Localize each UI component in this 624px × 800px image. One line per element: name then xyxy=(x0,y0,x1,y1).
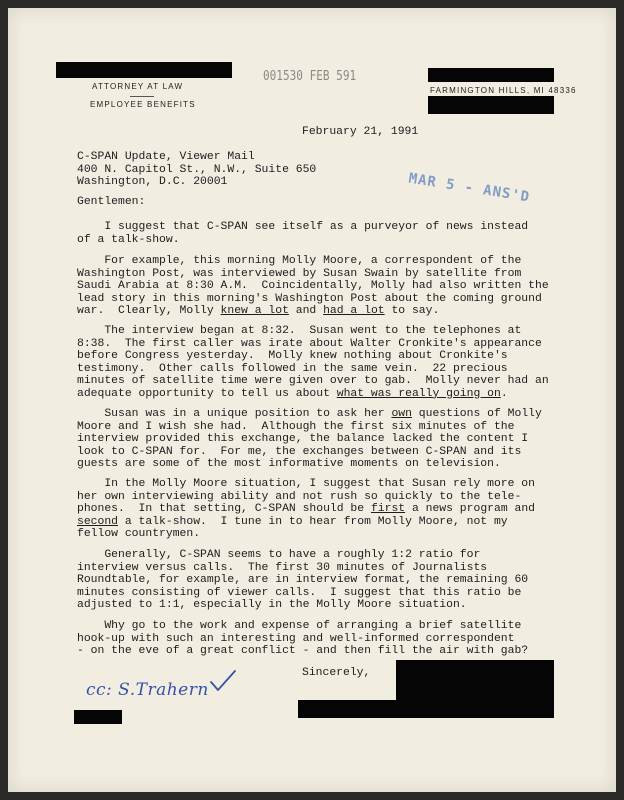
letterhead-divider xyxy=(130,96,154,97)
closing: Sincerely, xyxy=(302,667,371,679)
letterhead-subtitle: EMPLOYEE BENEFITS xyxy=(90,100,196,109)
paragraph-5: In the Molly Moore situation, I suggest that Susan rely more on her own interviewing ability and not rush so quickly to the tele- phones. In that setting, C-SPAN should be first a news program and second a talk-show. I tune in to hear from Molly Moore, not my fellow countrymen. xyxy=(77,478,535,540)
redaction-right-block xyxy=(428,96,554,114)
recipient-address xyxy=(77,151,316,189)
salutation: Gentlemen: xyxy=(77,196,146,208)
redaction-initials xyxy=(74,710,122,724)
redaction-typed-name xyxy=(298,700,554,718)
redaction-name-left xyxy=(56,62,232,78)
handwritten-cc-note: cc: S.Trahern xyxy=(86,680,209,700)
paragraph-7: Why go to the work and expense of arranging a brief satellite hook-up with such an interesting and well-informed correspondent - on the eve of a great conflict - and then fill the air with gab? xyxy=(77,620,529,657)
paragraph-6: Generally, C-SPAN seems to have a roughly 1:2 ratio for interview versus calls. The first 30 minutes of Journalists Roundtable, for example, are in interview format, the remaining 60 minutes consisting of viewer calls. I suggest that this ratio be adjusted to 1:1, especially in the Molly Moore situation. xyxy=(77,549,529,611)
address-line: C-SPAN Update, Viewer Mail xyxy=(77,151,255,163)
paragraph-1: I suggest that C-SPAN see itself as a purveyor of news instead of a talk-show. xyxy=(77,221,529,246)
checkmark-icon xyxy=(208,668,238,694)
received-stamp: 001530 FEB 591 xyxy=(263,69,357,84)
answered-stamp: MAR 5 - ANS'D xyxy=(407,170,532,206)
letterhead-title: ATTORNEY AT LAW xyxy=(92,82,184,91)
redaction-name-right xyxy=(428,68,554,82)
paragraph-4: Susan was in a unique position to ask her own questions of Molly Moore and I wish she had. Although the first six minutes of the interview provided this exchange, the balance lacked the content I look to C-SPAN for. For me, the exchanges between C-SPAN and its guests are some of the most informative moments on television. xyxy=(77,408,542,470)
redaction-signature xyxy=(396,660,554,700)
address-line: 400 N. Capitol St., N.W., Suite 650 xyxy=(77,163,317,176)
paragraph-3: The interview began at 8:32. Susan went to the telephones at 8:38. The first caller was irate about Walter Cronkite's appearance before Congress yesterday. Molly knew nothing about Cronkite's testimony. Other calls followed in the same vein. 22 precious minutes of satellite time were given over to gab. Molly never had an adequate opportunity to tell us about what was really going on. xyxy=(77,325,549,400)
paragraph-2: For example, this morning Molly Moore, a correspondent of the Washington Post, was interviewed by Susan Swain by satellite from Saudi Arabia at 8:30 A.M. Coincidentally, Molly had also written the lead story in this morning's Washington Post about the coming ground war. Clearly, Molly knew a lot and had a lot to say. xyxy=(77,255,549,317)
address-line: Washington, D.C. 20001 xyxy=(77,176,228,188)
letter-date: February 21, 1991 xyxy=(302,126,419,138)
letterhead-address: FARMINGTON HILLS, MI 48336 xyxy=(430,86,577,95)
